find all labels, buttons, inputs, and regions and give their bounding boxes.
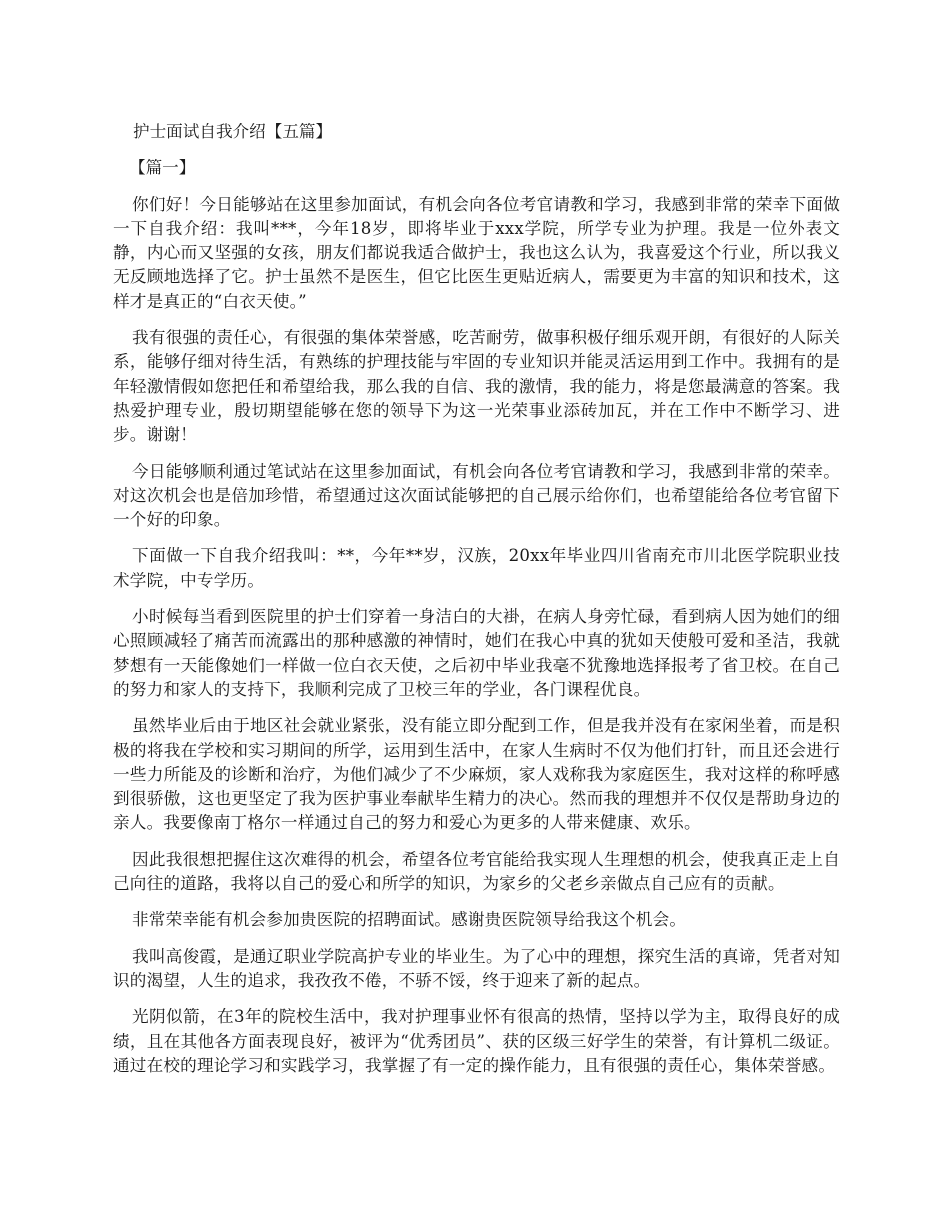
- paragraph-5: 小时候每当看到医院里的护士们穿着一身洁白的大褂，在病人身旁忙碌，看到病人因为她们的细心照顾减轻了痛苦而流露出的那种感激的神情时，她们在我心中真的犹如天使般可爱和圣洁，我就梦想有一天能像她们一样做一位白衣天使，之后初中毕业我毫不犹豫地选择报考了省卫校。在自己的努力和家人的支持下，我顺利完成了卫校三年的学业，各门课程优良。: [113, 607, 840, 699]
- paragraph-4: 下面做一下自我介绍我叫：**，今年**岁，汉族，20xx年毕业四川省南充市川北医学院职业技术学院，中专学历。: [113, 546, 840, 590]
- paragraph-7: 因此我很想把握住这次难得的机会，希望各位考官能给我实现人生理想的机会，使我真正走上自己向往的道路，我将以自己的爱心和所学的知识，为家乡的父老乡亲做点自己应有的贡献。: [113, 849, 840, 894]
- paragraph-8: 非常荣幸能有机会参加贵医院的招聘面试。感谢贵医院领导给我这个机会。: [132, 910, 687, 930]
- document-title: 护士面试自我介绍【五篇】: [133, 122, 333, 141]
- section-heading: 【篇一】: [129, 158, 196, 178]
- paragraph-10: 光阴似箭，在3年的院校生活中，我对护理事业怀有很高的热情，坚持以学为主，取得良好的成绩，且在其他各方面表现良好，被评为“优秀团员”、获的区级三好学生的荣誉，有计算机二级证。通过在校的理论学习和实践学习，我掌握了有一定的操作能力，且有很强的责任心，集体荣誉感。: [113, 1007, 840, 1075]
- document-body: [113, 120, 840, 1090]
- paragraph-6: 虽然毕业后由于地区社会就业紧张，没有能立即分配到工作，但是我并没有在家闲坐着，而是积极的将我在学校和实习期间的所学，运用到生活中，在家人生病时不仅为他们打针，而且还会进行一些力所能及的诊断和治疗，为他们减少了不少麻烦，家人戏称我为家庭医生，我对这样的称呼感到很骄傲，这也更坚定了我为医护事业奉献毕生精力的决心。然而我的理想并不仅仅是帮助身边的亲人。我要像南丁格尔一样通过自己的努力和爱心为更多的人带来健康、欢乐。: [113, 716, 840, 833]
- paragraph-9: 我叫高俊霞，是通辽职业学院高护专业的毕业生。为了心中的理想，探究生活的真谛，凭者对知识的渴望，人生的追求，我孜孜不倦，不骄不馁，终于迎来了新的起点。: [113, 946, 840, 990]
- paragraph-1: 你们好！今日能够站在这里参加面试，有机会向各位考官请教和学习，我感到非常的荣幸下面做一下自我介绍：我叫***，今年18岁，即将毕业于xxx学院，所学专业为护理。我是一位外表文静，内心而又坚强的女孩，朋友们都说我适合做护士，我也这么认为，我喜爱这个行业，所以我义无反顾地选择了它。护士虽然不是医生，但它比医生更贴近病人，需要更为丰富的知识和技术，这样才是真正的“白衣天使。”: [113, 194, 840, 311]
- paragraph-2: 我有很强的责任心，有很强的集体荣誉感，吃苦耐劳，做事积极仔细乐观开朗，有很好的人际关系，能够仔细对待生活，有熟练的护理技能与牢固的专业知识并能灵活运用到工作中。我拥有的是年轻激情假如您把任和希望给我，那么我的自信、我的激情，我的能力，将是您最满意的答案。我热爱护理专业，殷切期望能够在您的领导下为这一光荣事业添砖加瓦，并在工作中不断学习、进步。谢谢！: [113, 328, 840, 445]
- paragraph-3: 今日能够顺利通过笔试站在这里参加面试，有机会向各位考官请教和学习，我感到非常的荣幸。对这次机会也是倍加珍惜，希望通过这次面试能够把的自己展示给你们，也希望能给各位考官留下一个好的印象。: [113, 461, 840, 530]
